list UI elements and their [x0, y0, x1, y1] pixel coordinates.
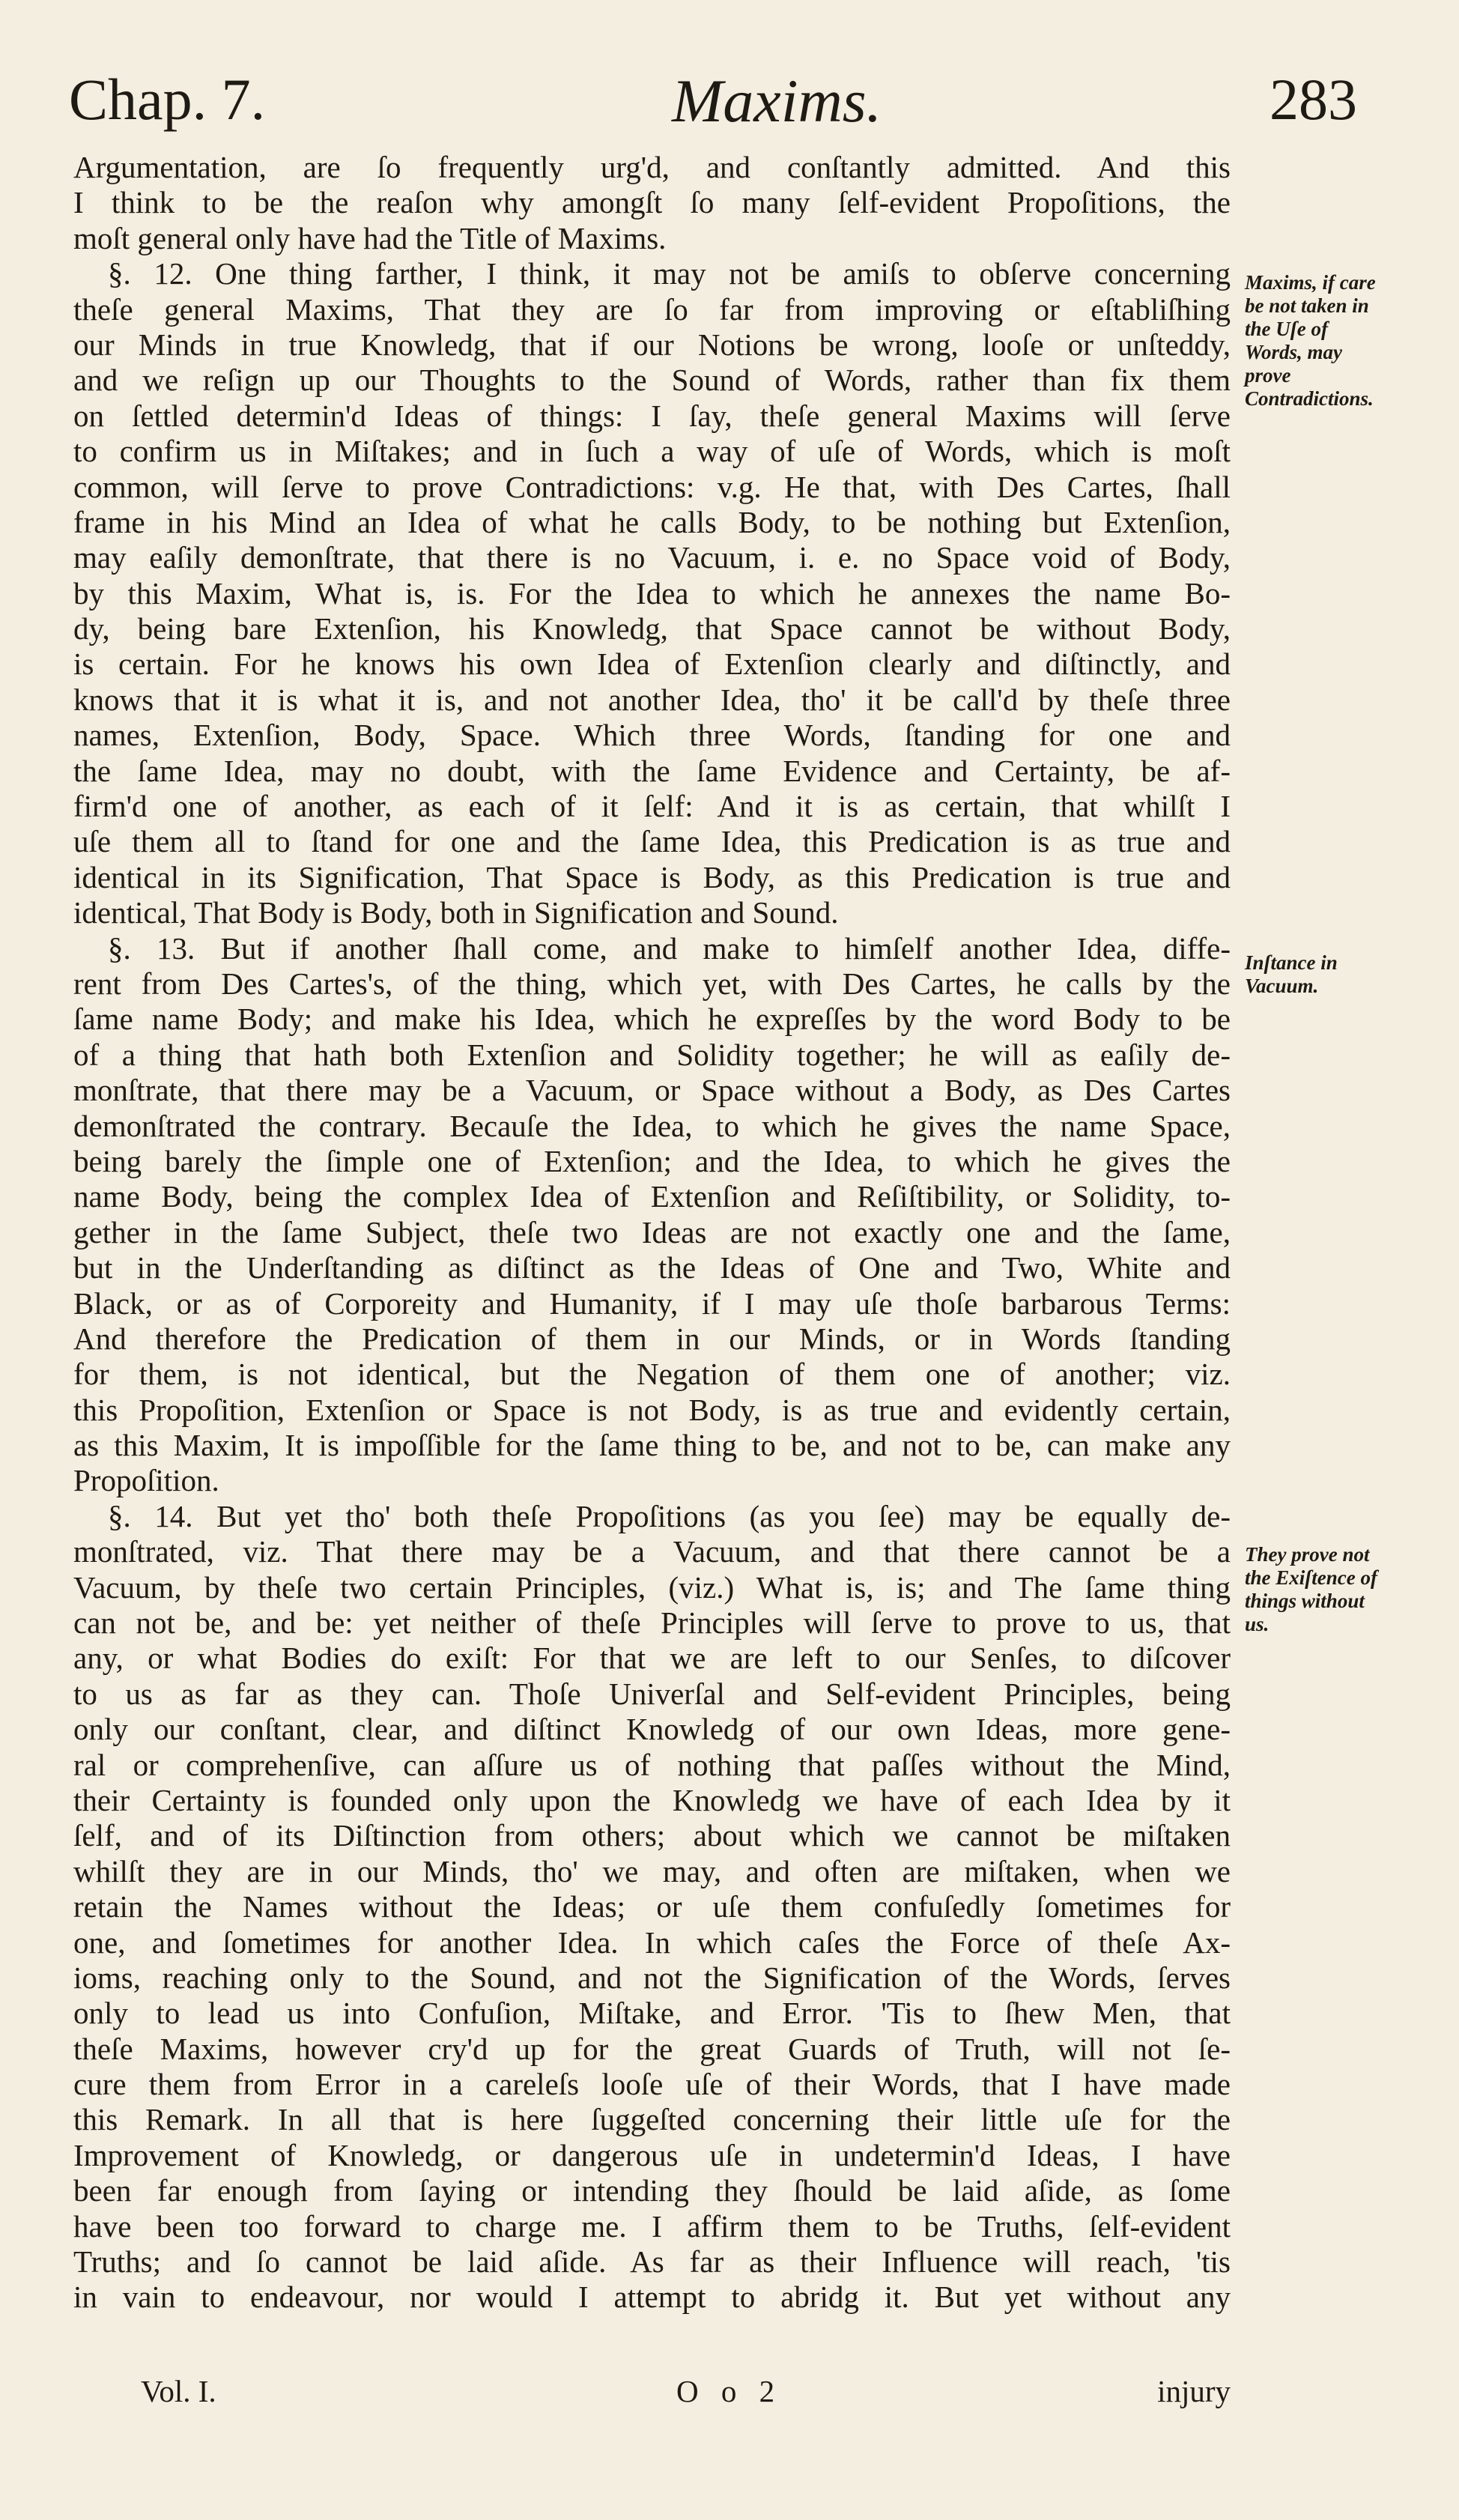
text-line: And therefore the Predication of them in our Minds, or in Words ſtanding [73, 1321, 1231, 1356]
text-line: rent from Des Cartes's, of the thing, which yet, with Des Cartes, he calls by the [73, 966, 1231, 1001]
volume-label: Vol. I. [141, 2374, 216, 2408]
text-line: this Remark. In all that is here ſuggeſted concerning their little uſe for the [73, 2102, 1231, 2137]
text-line: I think to be the reaſon why amongſt ſo many ſelf-evident Propoſitions, the [73, 185, 1231, 220]
text-line: Propoſition. [73, 1463, 219, 1498]
margin-note-instance-vacuum: Inſtance in Vacuum. [1245, 951, 1338, 997]
text-line: being barely the ſimple one of Extenſion; and the Idea, to which he gives the [73, 1143, 1231, 1178]
margin-note-maxims: Maxims, if care be not taken in the Uſe of Words, may prove Contradictions. [1245, 271, 1376, 410]
text-line: their Certainty is founded only upon the Knowledg we have of each Idea by it [73, 1782, 1231, 1817]
text-line: but in the Underſtanding as diſtinct as the Ideas of One and Two, White and [73, 1250, 1231, 1285]
text-line: gether in the ſame Subject, theſe two Ideas are not exactly one and the ſame, [73, 1214, 1231, 1250]
text-line: have been too forward to charge me. I affirm them to be Truths, ſelf-evident [73, 2208, 1231, 2244]
page-title: Maxims. [672, 67, 882, 135]
text-line: Vacuum, by theſe two certain Principles, (viz.) What is, is; and The ſame thing [73, 1569, 1231, 1605]
text-line: one, and ſometimes for another Idea. In which caſes the Force of theſe Ax- [73, 1924, 1231, 1960]
text-line: Improvement of Knowledg, or dangerous uſe in undetermin'd Ideas, I have [73, 2137, 1231, 2172]
page-number: 283 [1270, 67, 1357, 132]
text-line: ioms, reaching only to the Sound, and not the Signification of the Words, ſerves [73, 1960, 1231, 1995]
text-line: common, will ſerve to prove Contradictions: v.g. He that, with Des Cartes, ſhall [73, 469, 1231, 504]
text-line: may eaſily demonſtrate, that there is no Vacuum, i. e. no Space void of Body, [73, 540, 1231, 575]
chapter-label: Chap. 7. [69, 67, 266, 132]
text-line: to us as far as they can. Thoſe Univerſal and Self-evident Principles, being [73, 1676, 1231, 1711]
text-line: uſe them all to ſtand for one and the ſame Idea, this Predication is as true and [73, 824, 1231, 859]
text-line: dy, being bare Extenſion, his Knowledg, that Space cannot be without Body, [73, 611, 1231, 646]
text-line: monſtrate, that there may be a Vacuum, or Space without a Body, as Des Cartes [73, 1073, 1231, 1108]
text-line: cure them from Error in a careleſs looſe uſe of their Words, that I have made [73, 2067, 1231, 2102]
signature-mark: O o 2 [676, 2374, 783, 2408]
text-line: this Propoſition, Extenſion or Space is not Body, is as true and evidently certain, [73, 1392, 1231, 1427]
text-line: on ſettled determin'd Ideas of things: I ſay, theſe general Maxims will ſerve [73, 398, 1231, 433]
text-line: our Minds in true Knowledg, that if our Notions be wrong, looſe or unſteddy, [73, 327, 1231, 362]
text-line: whilſt they are in our Minds, tho' we may, and often are miſtaken, when we [73, 1853, 1231, 1889]
text-line [73, 2315, 1231, 2351]
text-line: by this Maxim, What is, is. For the Idea to which he annexes the name Bo- [73, 575, 1231, 611]
text-line: knows that it is what it is, and not another Idea, tho' it be call'd by theſe three [73, 682, 1231, 717]
text-line: of a thing that hath both Extenſion and Solidity together; he will as eaſily de- [73, 1037, 1231, 1072]
section-12-start: §. 12. One thing farther, I think, it may not be amiſs to obſerve concerning [108, 256, 1231, 291]
text-line: Argumentation, are ſo frequently urg'd, and conſtantly admitted. And this [73, 150, 1231, 184]
text-line: theſe Maxims, however cry'd up for the great Guards of Truth, will not ſe- [73, 2031, 1231, 2066]
page-footer [73, 2373, 1231, 2411]
text-line: the ſame Idea, may no doubt, with the ſame Evidence and Certainty, be af- [73, 753, 1231, 788]
text-line: any, or what Bodies do exiſt: For that we are left to our Senſes, to diſcover [73, 1641, 1231, 1676]
text-line: frame in his Mind an Idea of what he calls Body, to be nothing but Extenſion, [73, 504, 1231, 539]
text-line: names, Extenſion, Body, Space. Which three Words, ſtanding for one and [73, 718, 1231, 753]
catchword: injury [1157, 2374, 1231, 2408]
text-line: ral or comprehenſive, can aſſure us of nothing that paſſes without the Mind, [73, 1747, 1231, 1782]
text-line: is certain. For he knows his own Idea of Extenſion clearly and diſtinctly, and [73, 646, 1231, 682]
text-line: only our conſtant, clear, and diſtinct Knowledg of our own Ideas, more gene- [73, 1712, 1231, 1747]
text-line: as this Maxim, It is impoſſible for the ſame thing to be, and not to be, can make any [73, 1428, 1231, 1463]
section-14-start: §. 14. But yet tho' both theſe Propoſitions (as you ſee) may be equally de- [108, 1498, 1231, 1533]
text-line: name Body, being the complex Idea of Extenſion and Reſiſtibility, or Solidity, to- [73, 1179, 1231, 1214]
text-line: identical, That Body is Body, both in Signification and Sound. [73, 895, 839, 930]
text-line: identical in its Signification, That Space is Body, as this Predication is true and [73, 859, 1231, 894]
text-line: been far enough from ſaying or intending they ſhould be laid aſide, as ſome [73, 2173, 1231, 2208]
text-line: Black, or as of Corporeity and Humanity, if I may uſe thoſe barbarous Terms: [73, 1285, 1231, 1321]
section-13-start: §. 13. But if another ſhall come, and make to himſelf another Idea, diffe- [108, 930, 1231, 966]
text-line: monſtrated, viz. That there may be a Vacuum, and that there cannot be a [73, 1534, 1231, 1569]
text-line: firm'd one of another, as each of it ſelf: And it is as certain, that whilſt I [73, 789, 1231, 824]
text-line: for them, is not identical, but the Negation of them one of another; viz. [73, 1357, 1231, 1392]
text-line: moſt general only have had the Title of Maxims. [73, 220, 667, 255]
text-line: in vain to endeavour, nor would I attempt to abridg it. But yet without any [73, 2280, 1231, 2315]
text-line: demonſtrated the contrary. Becauſe the Idea, to which he gives the name Space, [73, 1108, 1231, 1143]
text-line: and we reſign up our Thoughts to the Sound of Words, rather than fix them [73, 363, 1231, 398]
running-head [69, 66, 1357, 148]
text-line: ſame name Body; and make his Idea, which he expreſſes by the word Body to be [73, 1002, 1231, 1037]
text-line: to confirm us in Miſtakes; and in ſuch a way of uſe of Words, which is moſt [73, 434, 1231, 469]
margin-note-existence: They prove not the Exiſtence of things without us. [1245, 1543, 1377, 1635]
text-line: Truths; and ſo cannot be laid aſide. As far as their Influence will reach, 'tis [73, 2244, 1231, 2280]
body-text [73, 150, 1231, 2351]
text-line: can not be, and be: yet neither of theſe Principles will ſerve to prove to us, that [73, 1605, 1231, 1641]
text-line: retain the Names without the Ideas; or uſe them confuſedly ſometimes for [73, 1889, 1231, 1924]
text-line: theſe general Maxims, That they are ſo far from improving or eſtabliſhing [73, 291, 1231, 327]
text-line: only to lead us into Confuſion, Miſtake, and Error. 'Tis to ſhew Men, that [73, 1996, 1231, 2031]
text-line: ſelf, and of its Diſtinction from others; about which we cannot be miſtaken [73, 1818, 1231, 1853]
